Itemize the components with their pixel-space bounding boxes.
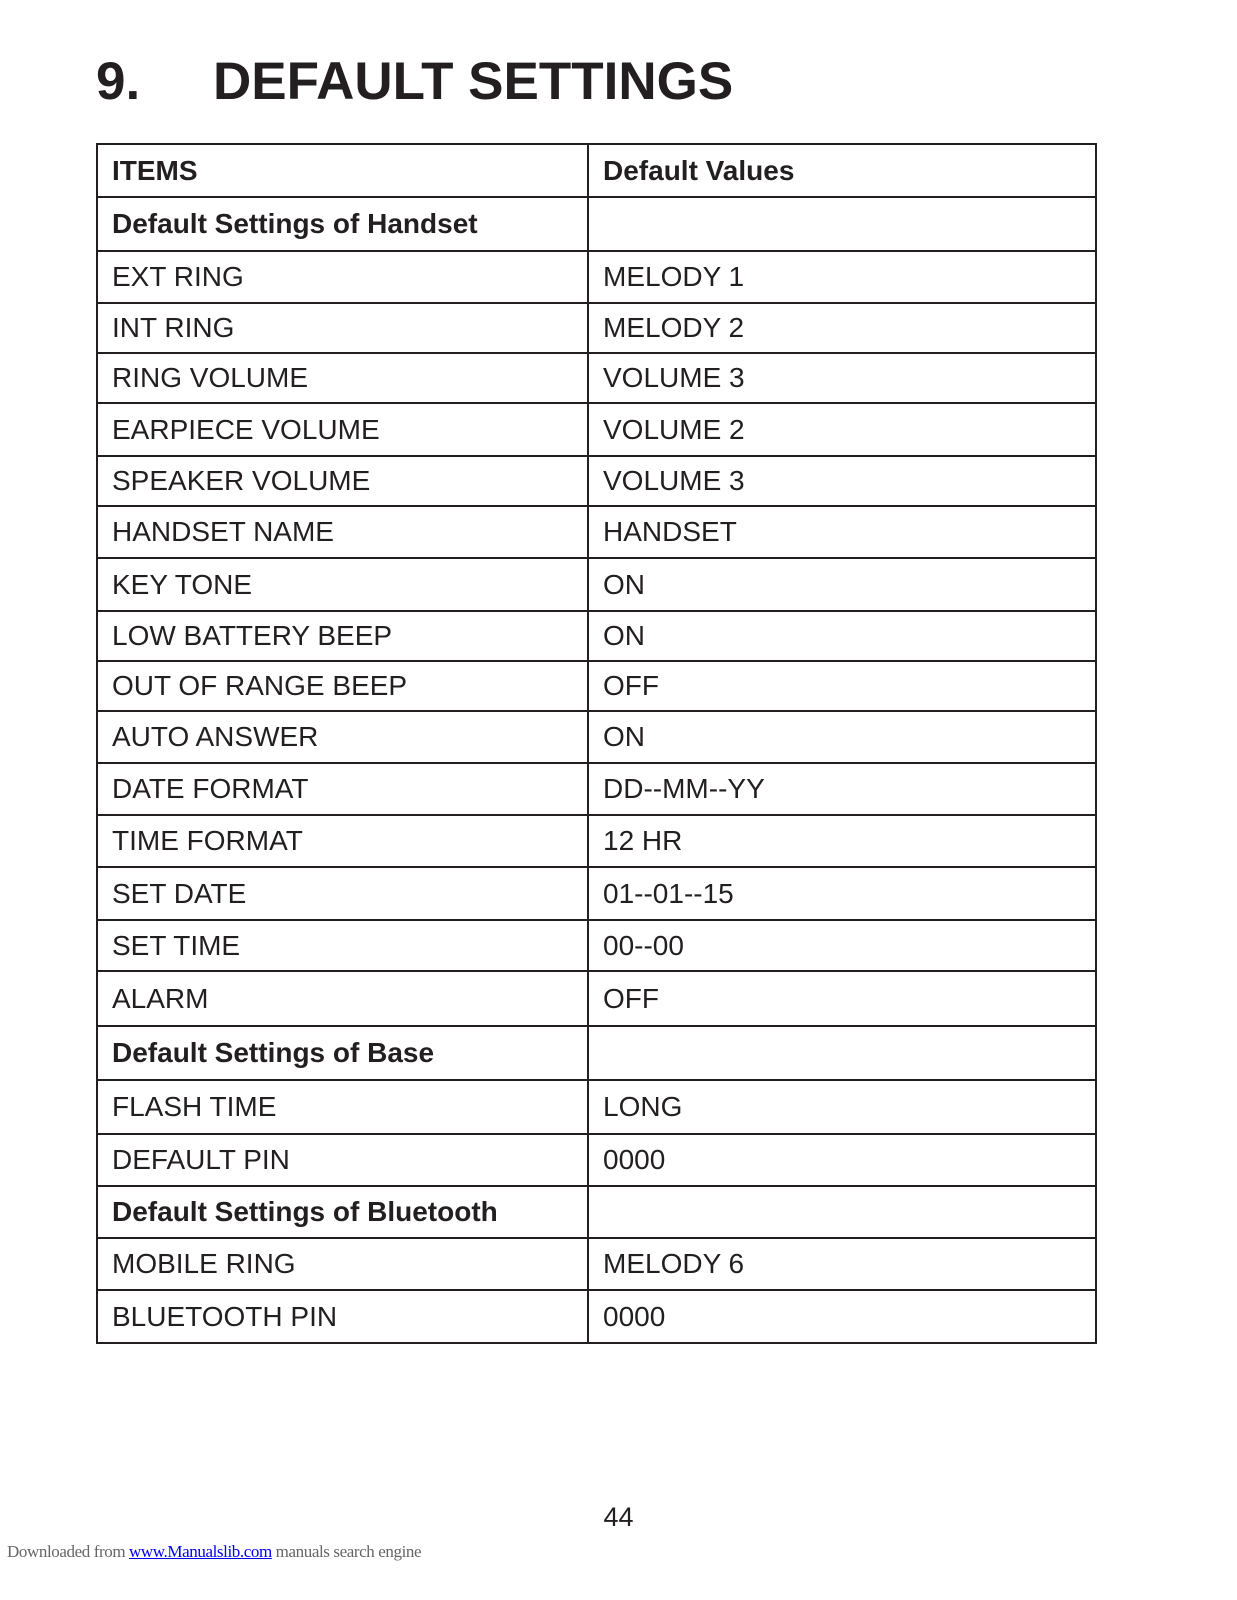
table-row: [97, 353, 1096, 403]
table-body: [97, 144, 1096, 1343]
row-value: VOLUME 2: [588, 403, 1096, 456]
section-number: 9.: [96, 52, 141, 111]
table-row: [97, 403, 1096, 456]
row-value: MELODY 2: [588, 303, 1096, 353]
section-title: DEFAULT SETTINGS: [213, 52, 734, 111]
row-value: 00--00: [588, 920, 1096, 971]
row-item: SET DATE: [97, 867, 588, 920]
page-heading: [96, 50, 733, 114]
row-item: DATE FORMAT: [97, 763, 588, 815]
row-item: EXT RING: [97, 251, 588, 303]
table-row: [97, 1134, 1096, 1186]
table-row: [97, 1290, 1096, 1343]
row-item: LOW BATTERY BEEP: [97, 611, 588, 661]
table-row: [97, 763, 1096, 815]
row-value: MELODY 1: [588, 251, 1096, 303]
table-row: [97, 867, 1096, 920]
table-row: [97, 1026, 1096, 1080]
page-number: 44: [603, 1502, 634, 1532]
row-item: FLASH TIME: [97, 1080, 588, 1134]
row-value: 0000: [588, 1134, 1096, 1186]
row-item: INT RING: [97, 303, 588, 353]
table-row: [97, 558, 1096, 611]
table-row: [97, 971, 1096, 1026]
row-item: EARPIECE VOLUME: [97, 403, 588, 456]
row-value: VOLUME 3: [588, 353, 1096, 403]
table-row: [97, 251, 1096, 303]
table-row: [97, 711, 1096, 763]
row-item: BLUETOOTH PIN: [97, 1290, 588, 1343]
table-header-row: [97, 144, 1096, 197]
footer-prefix: Downloaded from: [7, 1542, 130, 1561]
row-value: ON: [588, 611, 1096, 661]
row-value: ON: [588, 558, 1096, 611]
row-item: SET TIME: [97, 920, 588, 971]
row-value: VOLUME 3: [588, 456, 1096, 506]
row-item: RING VOLUME: [97, 353, 588, 403]
section-label: Default Settings of Base: [97, 1026, 588, 1080]
row-item: AUTO ANSWER: [97, 711, 588, 763]
table-row: [97, 661, 1096, 711]
table-row: [97, 506, 1096, 558]
row-value: HANDSET: [588, 506, 1096, 558]
row-value: MELODY 6: [588, 1238, 1096, 1290]
row-item: KEY TONE: [97, 558, 588, 611]
row-value: DD--MM--YY: [588, 763, 1096, 815]
row-value: LONG: [588, 1080, 1096, 1134]
table-row: [97, 815, 1096, 867]
row-value: [588, 1026, 1096, 1080]
row-value: OFF: [588, 971, 1096, 1026]
footer-suffix: manuals search engine: [271, 1542, 422, 1561]
table-row: [97, 920, 1096, 971]
table-row: [97, 1080, 1096, 1134]
table-row: [97, 303, 1096, 353]
table-row: [97, 611, 1096, 661]
row-item: OUT OF RANGE BEEP: [97, 661, 588, 711]
row-item: DEFAULT PIN: [97, 1134, 588, 1186]
header-items: ITEMS: [97, 144, 588, 197]
row-item: MOBILE RING: [97, 1238, 588, 1290]
row-item: HANDSET NAME: [97, 506, 588, 558]
row-value: 0000: [588, 1290, 1096, 1343]
row-value: [588, 1186, 1096, 1238]
row-value: OFF: [588, 661, 1096, 711]
section-label: Default Settings of Bluetooth: [97, 1186, 588, 1238]
row-value: [588, 197, 1096, 251]
table-row: [97, 197, 1096, 251]
row-value: 01--01--15: [588, 867, 1096, 920]
default-settings-table: [96, 143, 1097, 1344]
row-item: TIME FORMAT: [97, 815, 588, 867]
row-value: ON: [588, 711, 1096, 763]
row-value: 12 HR: [588, 815, 1096, 867]
row-item: SPEAKER VOLUME: [97, 456, 588, 506]
manualslib-link[interactable]: www.Manualslib.com: [129, 1542, 272, 1561]
download-footer: [7, 1542, 421, 1562]
table-row: [97, 1186, 1096, 1238]
header-default-values: Default Values: [588, 144, 1096, 197]
row-item: ALARM: [97, 971, 588, 1026]
section-label: Default Settings of Handset: [97, 197, 588, 251]
table-row: [97, 456, 1096, 506]
table-row: [97, 1238, 1096, 1290]
